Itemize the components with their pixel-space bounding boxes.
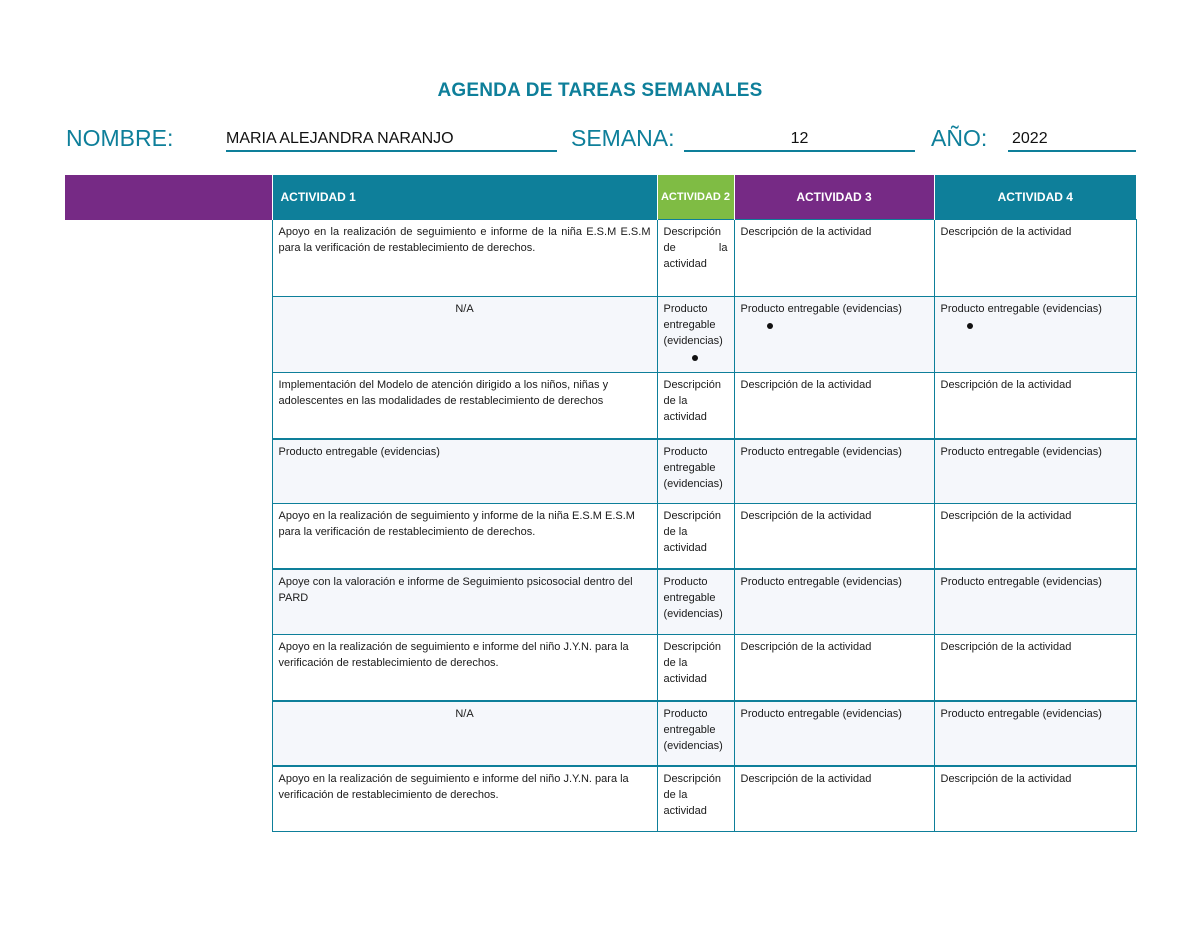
activity-cell[interactable]: Producto entregable (evidencias): [734, 569, 934, 635]
activity-cell[interactable]: Producto entregable (evidencias): [934, 439, 1136, 504]
activity-cell[interactable]: Descripción de la actividad: [657, 220, 734, 297]
activity-cell[interactable]: Descripción de la actividad: [934, 220, 1136, 297]
column-header-actividad-4: ACTIVIDAD 4: [934, 175, 1136, 220]
table-row: [65, 373, 1136, 439]
activity-text: Producto entregable (evidencias): [940, 303, 1102, 315]
activity-cell[interactable]: [934, 297, 1136, 373]
nombre-field[interactable]: MARIA ALEJANDRA NARANJO: [226, 128, 557, 152]
anio-label: AÑO:: [931, 125, 988, 151]
column-header-blank: [65, 175, 272, 220]
agenda-table: [65, 175, 1137, 832]
day-cell: [65, 635, 272, 701]
activity-cell[interactable]: Producto entregable (evidencias): [934, 701, 1136, 766]
day-cell: [65, 439, 272, 504]
activity-cell[interactable]: Apoyo en la realización de seguimiento y informe de la niña E.S.M E.S.M para la verificación de restablecimiento de derechos.: [272, 504, 657, 569]
activity-cell[interactable]: Descripción de la actividad: [934, 766, 1136, 832]
column-header-actividad-2: ACTIVIDAD 2: [657, 175, 734, 220]
activity-cell[interactable]: N/A: [272, 297, 657, 373]
bullet-icon: [692, 355, 698, 361]
column-header-actividad-1: ACTIVIDAD 1: [272, 175, 657, 220]
semana-label: SEMANA:: [571, 125, 675, 151]
table-row: [65, 297, 1136, 373]
activity-cell[interactable]: Descripción de la actividad: [734, 504, 934, 569]
day-cell: [65, 569, 272, 635]
activity-cell[interactable]: Producto entregable (evidencias): [272, 439, 657, 504]
activity-cell[interactable]: N/A: [272, 701, 657, 766]
table-row: [65, 701, 1136, 766]
activity-cell[interactable]: Apoyo en la realización de seguimiento e informe del niño J.Y.N. para la verificación de restablecimiento de derechos.: [272, 766, 657, 832]
activity-cell[interactable]: Descripción de la actividad: [657, 766, 734, 832]
activity-cell[interactable]: Producto entregable (evidencias): [657, 701, 734, 766]
activity-cell[interactable]: [734, 297, 934, 373]
bullet-icon: [967, 323, 973, 329]
activity-cell[interactable]: Producto entregable (evidencias): [934, 569, 1136, 635]
table-row: [65, 569, 1136, 635]
table-row: [65, 766, 1136, 832]
day-cell: [65, 297, 272, 373]
anio-field[interactable]: 2022: [1008, 128, 1136, 152]
activity-cell[interactable]: Apoye con la valoración e informe de Seguimiento psicosocial dentro del PARD: [272, 569, 657, 635]
activity-cell[interactable]: Descripción de la actividad: [734, 766, 934, 832]
activity-cell[interactable]: Producto entregable (evidencias): [657, 439, 734, 504]
day-cell: [65, 701, 272, 766]
activity-cell[interactable]: Descripción de la actividad: [934, 635, 1136, 701]
activity-cell[interactable]: Descripción de la actividad: [934, 504, 1136, 569]
bullet-icon: [767, 323, 773, 329]
activity-cell[interactable]: Producto entregable (evidencias): [734, 701, 934, 766]
table-row: [65, 220, 1136, 297]
activity-cell[interactable]: Producto entregable (evidencias): [657, 569, 734, 635]
nombre-label: NOMBRE:: [66, 125, 174, 151]
activity-text: Producto entregable (evidencias): [740, 303, 902, 315]
activity-cell[interactable]: Descripción de la actividad: [657, 635, 734, 701]
column-header-actividad-3: ACTIVIDAD 3: [734, 175, 934, 220]
activity-cell[interactable]: Descripción de la actividad: [657, 373, 734, 439]
page-title: AGENDA DE TAREAS SEMANALES: [437, 80, 763, 101]
day-cell: [65, 373, 272, 439]
activity-cell[interactable]: Apoyo en la realización de seguimiento e informe de la niña E.S.M E.S.M para la verificación de restablecimiento de derechos.: [272, 220, 657, 297]
activity-cell[interactable]: Implementación del Modelo de atención dirigido a los niños, niñas y adolescentes en las modalidades de restablecimiento de derechos: [272, 373, 657, 439]
activity-cell[interactable]: Descripción de la actividad: [934, 373, 1136, 439]
activity-cell[interactable]: Producto entregable (evidencias): [734, 439, 934, 504]
day-cell: [65, 504, 272, 569]
day-cell: [65, 766, 272, 832]
activity-text: Producto entregable (evidencias): [663, 303, 723, 347]
activity-cell[interactable]: Descripción de la actividad: [734, 635, 934, 701]
semana-field[interactable]: 12: [684, 128, 915, 152]
table-row: [65, 439, 1136, 504]
table-header-row: [65, 175, 1136, 220]
activity-cell[interactable]: Apoyo en la realización de seguimiento e informe del niño J.Y.N. para la verificación de restablecimiento de derechos.: [272, 635, 657, 701]
activity-cell[interactable]: Descripción de la actividad: [657, 504, 734, 569]
table-row: [65, 504, 1136, 569]
activity-cell[interactable]: Descripción de la actividad: [734, 373, 934, 439]
activity-cell[interactable]: Descripción de la actividad: [734, 220, 934, 297]
table-row: [65, 635, 1136, 701]
activity-cell[interactable]: [657, 297, 734, 373]
day-cell: [65, 220, 272, 297]
